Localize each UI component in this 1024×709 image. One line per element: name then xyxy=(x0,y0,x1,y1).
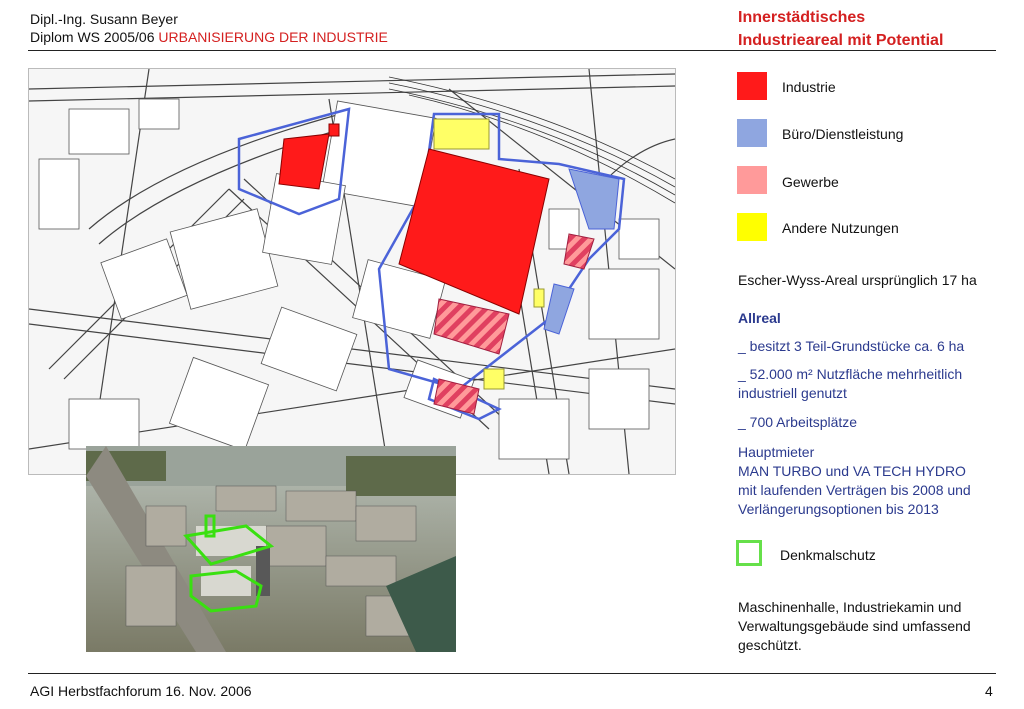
bullet-plots: _ besitzt 3 Teil-Grundstücke ca. 6 ha xyxy=(738,338,965,354)
bullet-floor-area xyxy=(738,365,1008,403)
page-number: 4 xyxy=(985,683,993,699)
course-line xyxy=(30,28,388,46)
area-text: Escher-Wyss-Areal ursprünglich 17 ha xyxy=(738,272,977,288)
legend-label-andere: Andere Nutzungen xyxy=(782,220,899,236)
legend-swatch-andere xyxy=(737,213,767,241)
aerial-photo-drawing xyxy=(86,446,456,652)
tenant-contract: mit laufenden Verträgen bis 2008 und xyxy=(738,482,971,498)
author: Dipl.-Ing. Susann Beyer xyxy=(30,11,178,27)
heritage-desc-line1: Maschinenhalle, Industriekamin und xyxy=(738,599,962,615)
bullet-jobs: _ 700 Arbeitsplätze xyxy=(738,414,858,430)
course-prefix: Diplom WS 2005/06 xyxy=(30,29,159,45)
tenant-options: Verlängerungsoptionen bis 2013 xyxy=(738,501,939,517)
aerial-photo xyxy=(86,446,456,652)
title-line1: Innerstädtisches xyxy=(738,9,866,26)
heritage-desc-line3: geschützt. xyxy=(738,637,802,653)
heritage-desc-line2: Verwaltungsgebäude sind umfassend xyxy=(738,618,971,634)
legend-swatch-buero xyxy=(737,119,767,147)
tenant-block xyxy=(738,443,1008,519)
course-topic: URBANISIERUNG DER INDUSTRIE xyxy=(158,29,388,45)
heritage-desc xyxy=(738,598,1008,655)
legend-label-industrie: Industrie xyxy=(782,79,836,95)
legend-swatch-gewerbe xyxy=(737,166,767,194)
tenant-names: MAN TURBO und VA TECH HYDRO xyxy=(738,463,966,479)
bullet-floor-area-line1: _ 52.000 m² Nutzfläche mehrheitlich xyxy=(738,366,963,382)
bullet-floor-area-line2: industriell genutzt xyxy=(738,385,847,401)
site-plan-map xyxy=(28,68,676,475)
site-plan-drawing xyxy=(29,69,675,474)
footer-rule xyxy=(28,673,996,674)
owner-heading: Allreal xyxy=(738,310,781,326)
footer-event: AGI Herbstfachforum 16. Nov. 2006 xyxy=(30,683,252,699)
heritage-swatch xyxy=(736,540,762,566)
page-title xyxy=(738,6,943,52)
legend-label-buero: Büro/Dienstleistung xyxy=(782,126,904,142)
legend-label-gewerbe: Gewerbe xyxy=(782,174,839,190)
header-rule xyxy=(28,50,996,51)
title-line2: Industrieareal mit Potential xyxy=(738,32,944,49)
legend-swatch-industrie xyxy=(737,72,767,100)
header-left xyxy=(30,10,388,46)
tenant-heading: Hauptmieter xyxy=(738,444,815,460)
heritage-label: Denkmalschutz xyxy=(780,547,876,563)
